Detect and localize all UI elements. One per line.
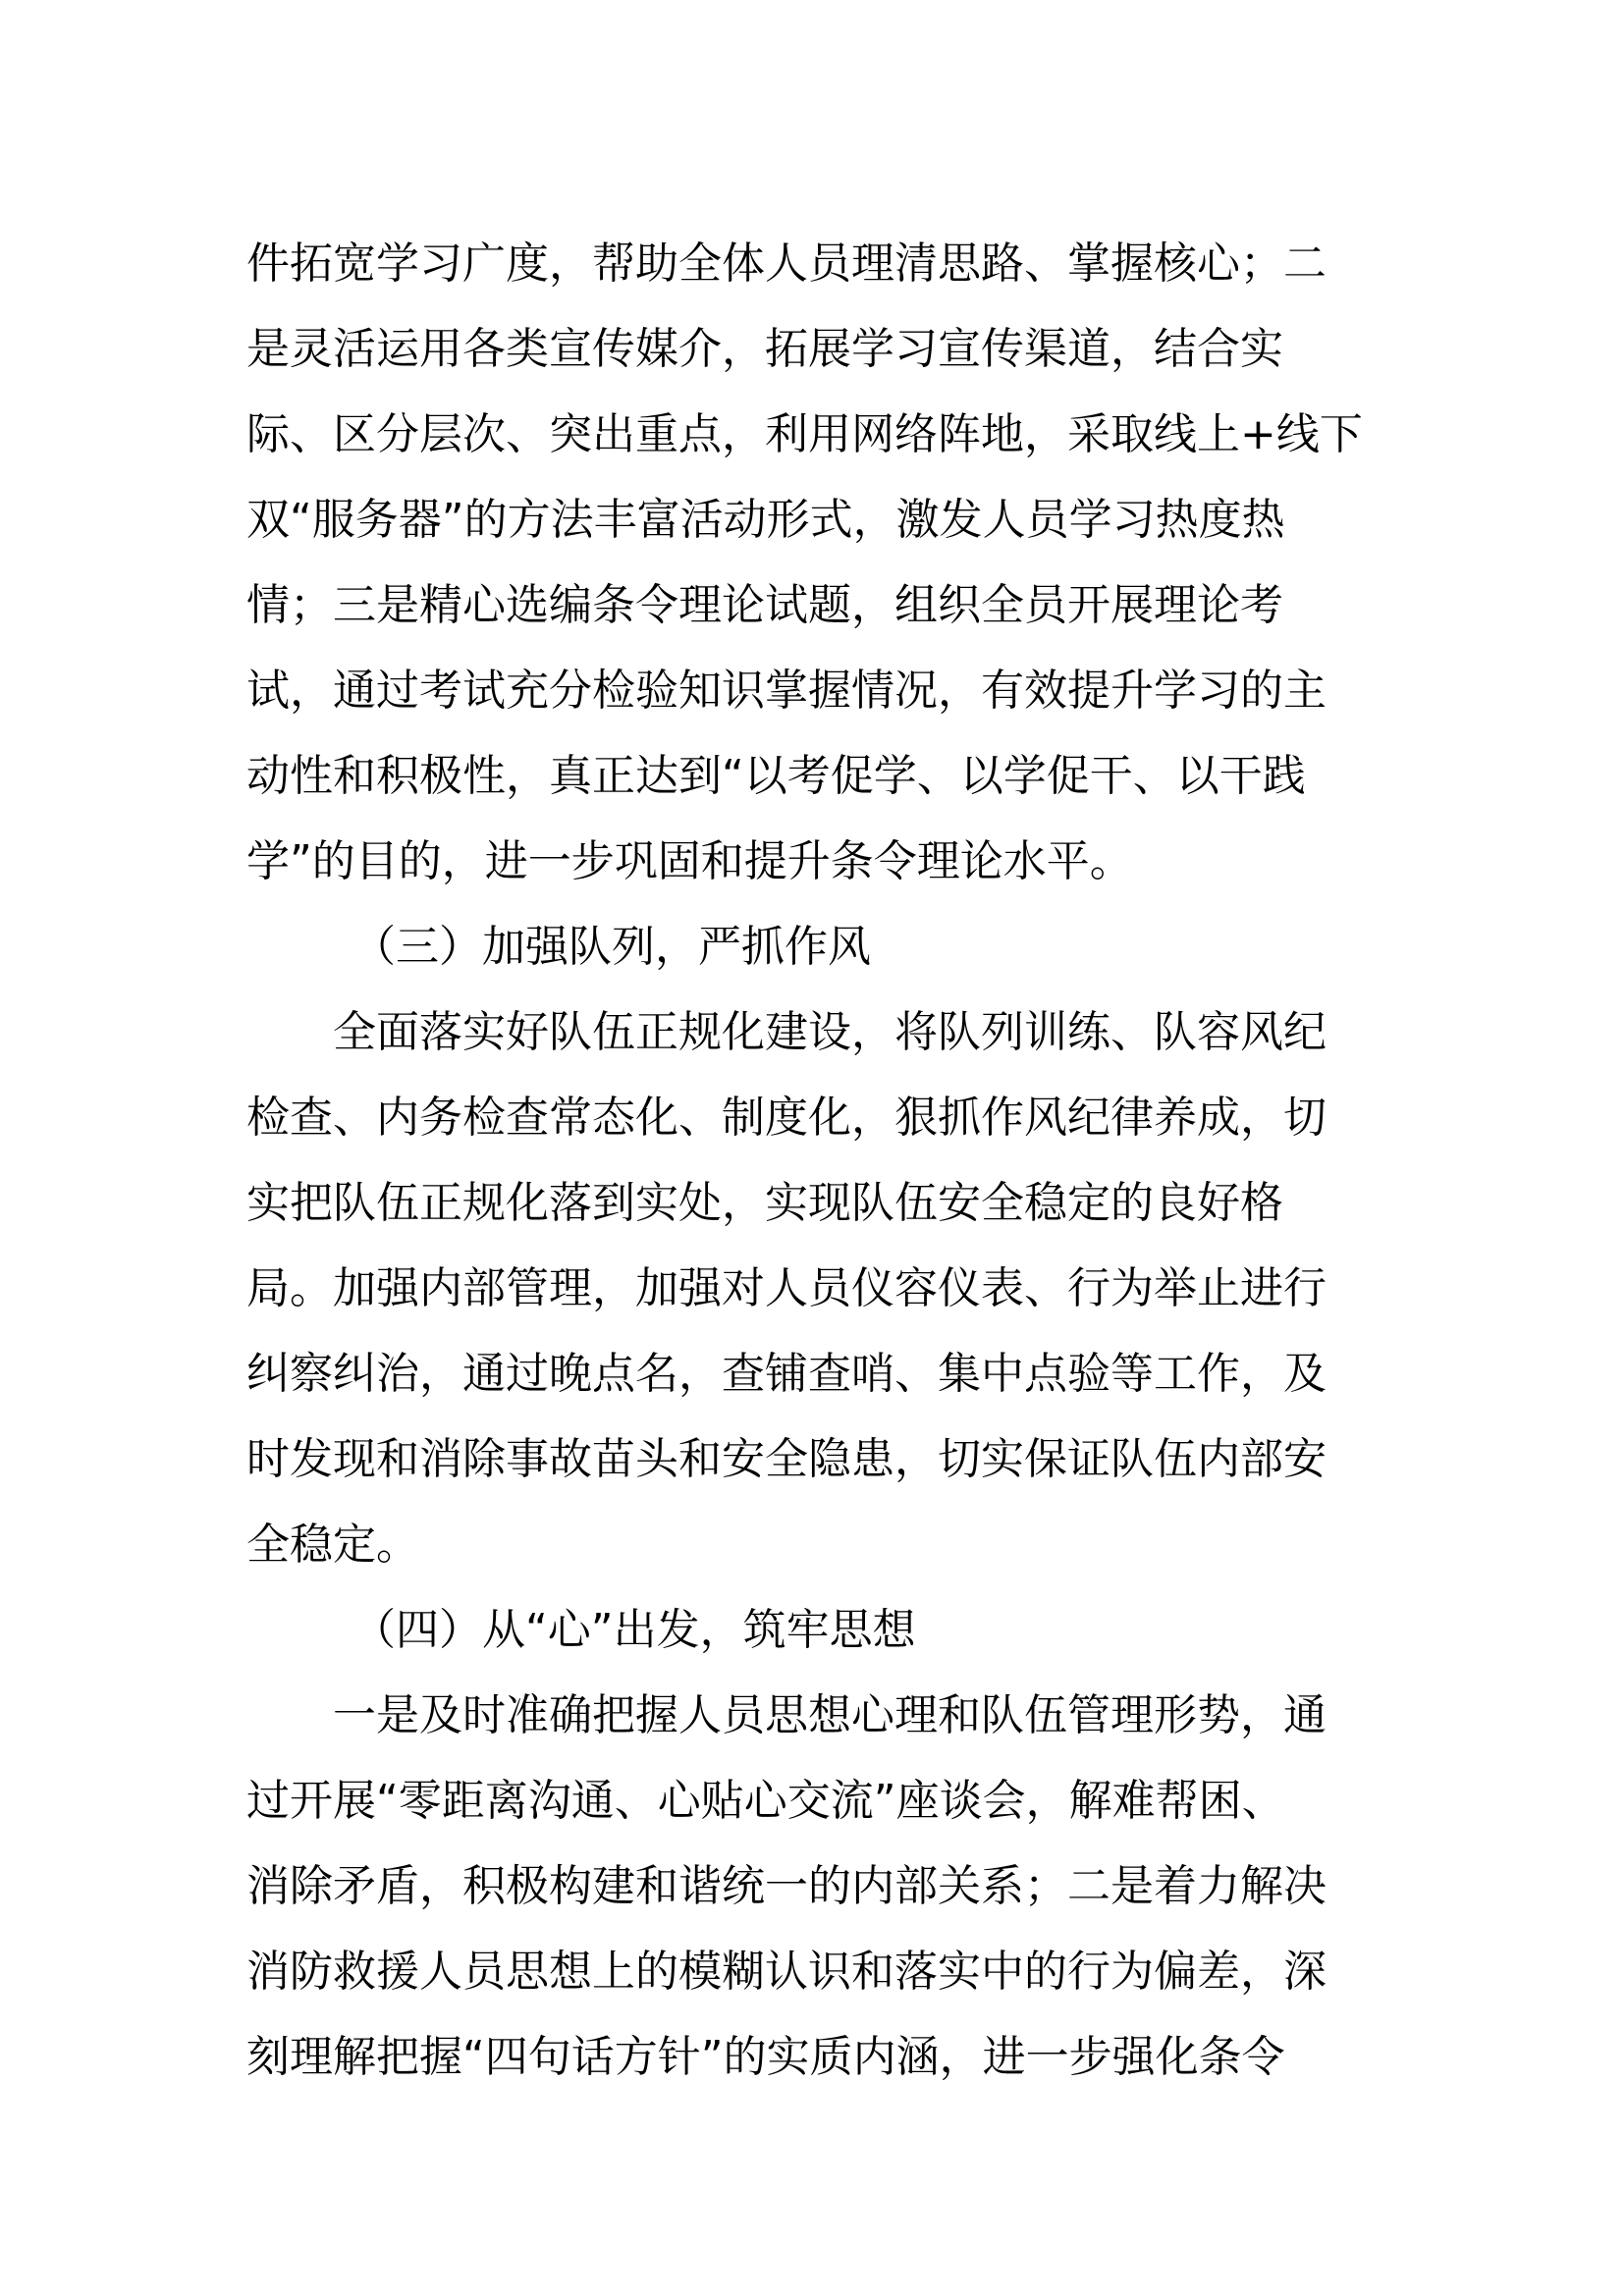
body-line: 消除矛盾，积极构建和谐统一的内部关系；二是着力解决 [246,1861,1326,1911]
body-line: 试，通过考试充分检验知识掌握情况，有效提升学习的主 [246,666,1326,716]
body-line: 消防救援人员思想上的模糊认识和落实中的行为偏差，深 [246,1947,1326,1997]
body-line: 件拓宽学习广度，帮助全体人员理清思路、掌握核心；二 [246,239,1326,289]
body-line: 动性和积极性，真正达到“以考促学、以学促干、以干践 [246,751,1306,801]
body-line: 局。加强内部管理，加强对人员仪容仪表、行为举止进行 [246,1263,1326,1313]
body-line: 双“服务器”的方法丰富活动形式，激发人员学习热度热 [246,495,1285,545]
body-line: 过开展“零距离沟通、心贴心交流”座谈会，解难帮困、 [246,1776,1285,1826]
body-line: 全稳定。 [246,1520,419,1570]
body-line: 际、区分层次、突出重点，利用网络阵地，采取线上+线下 [246,409,1363,459]
body-line: 刻理解把握“四句话方针”的实质内涵，进一步强化条令 [246,2032,1285,2082]
paragraph-first-line: 一是及时准确把握人员思想心理和队伍管理形势，通 [333,1690,1326,1740]
body-line: 学”的目的，进一步巩固和提升条令理论水平。 [246,836,1133,886]
body-line: 检查、内务检查常态化、制度化，狠抓作风纪律养成，切 [246,1093,1326,1143]
paragraph-first-line: 全面落实好队伍正规化建设，将队列训练、队容风纪 [333,1007,1326,1057]
document-body [246,221,1395,2100]
body-line: 是灵活运用各类宣传媒介，拓展学习宣传渠道，结合实 [246,324,1283,374]
body-line: 时发现和消除事故苗头和安全隐患，切实保证队伍内部安 [246,1434,1326,1484]
body-line: 情；三是精心选编条令理论试题，组织全员开展理论考 [246,580,1283,630]
section-heading-4: （四）从“心”出发，筑牢思想 [352,1605,916,1655]
body-line: 实把队伍正规化落到实处，实现队伍安全稳定的良好格 [246,1178,1283,1228]
section-heading-3: （三）加强队列，严抓作风 [352,922,871,972]
body-line: 纠察纠治，通过晚点名，查铺查哨、集中点验等工作，及 [246,1349,1326,1399]
